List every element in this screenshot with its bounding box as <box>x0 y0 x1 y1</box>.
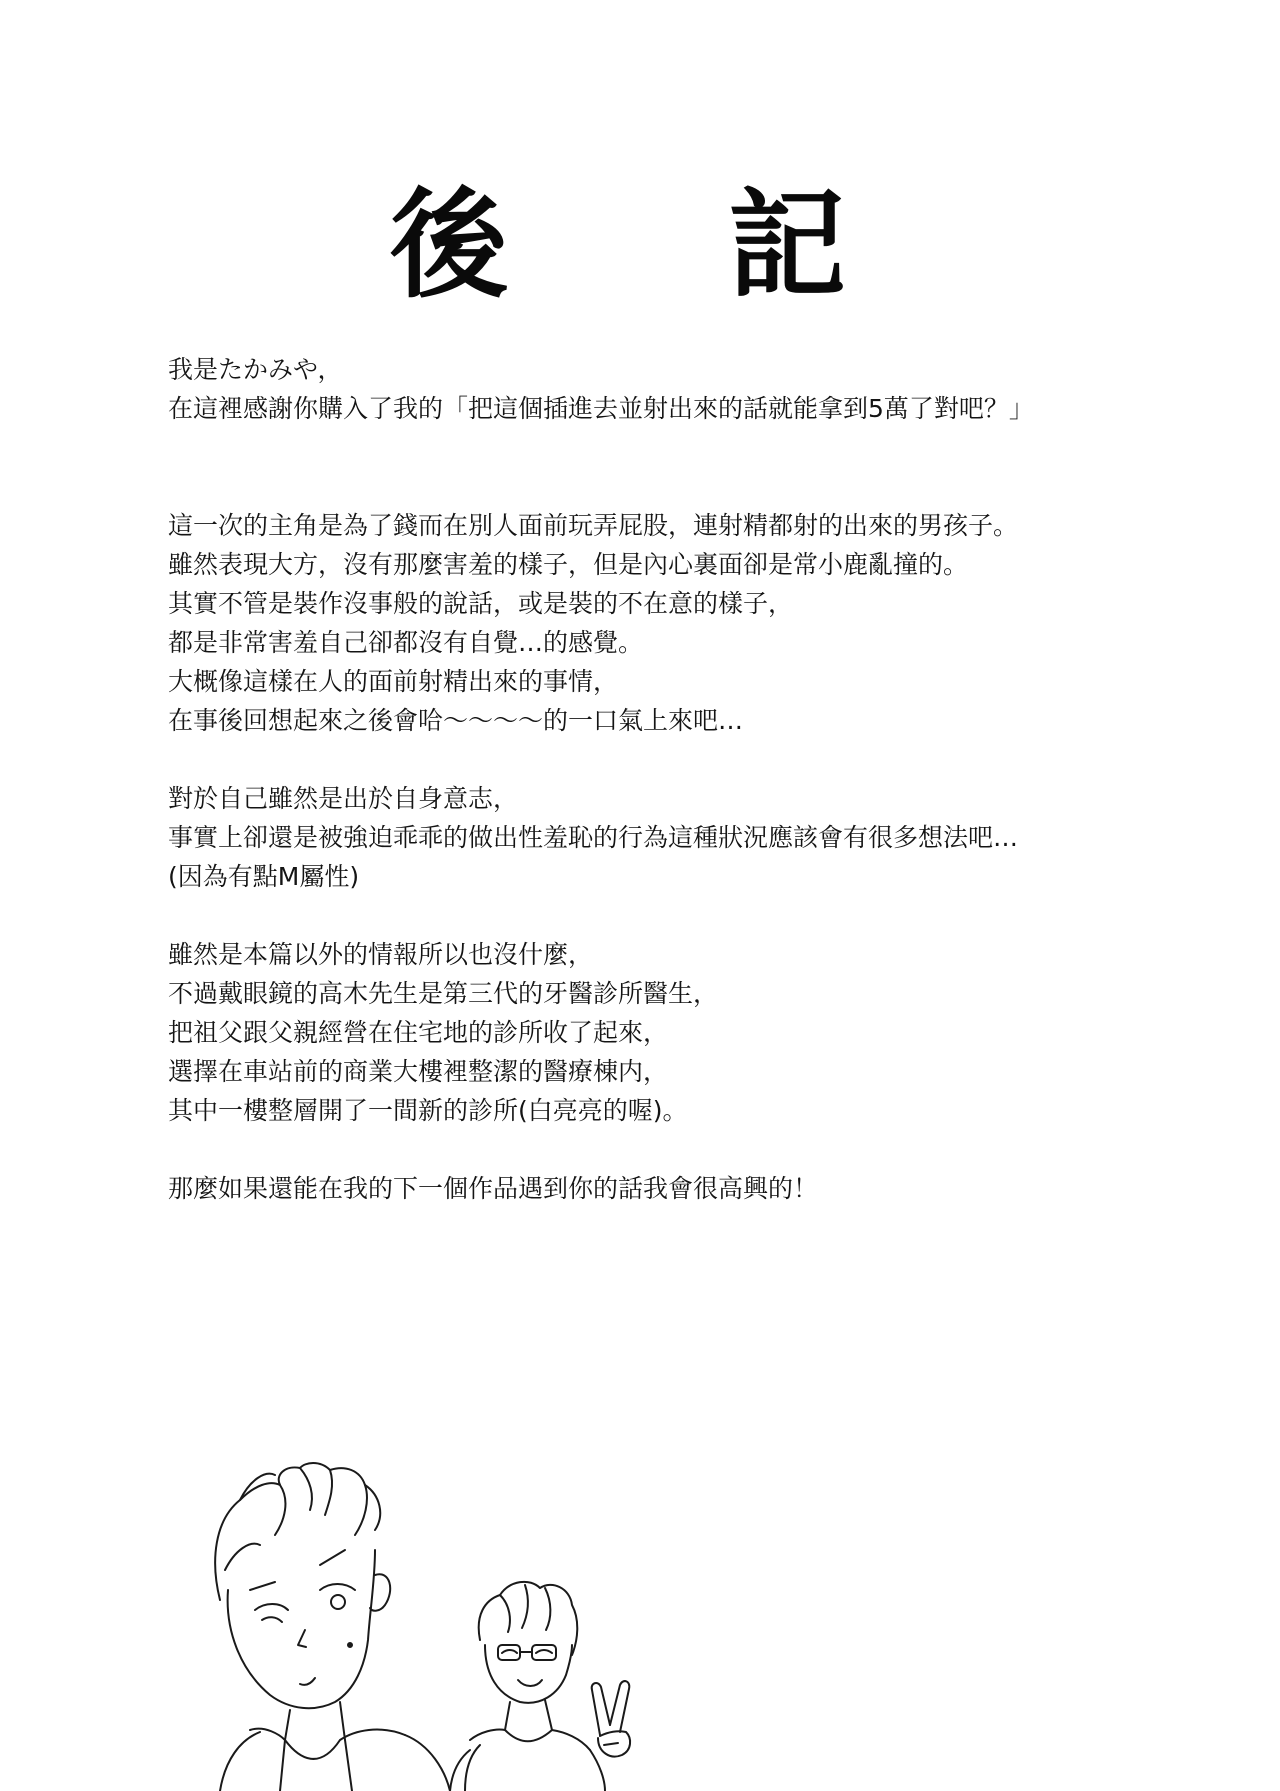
text-line: 選擇在車站前的商業大樓裡整潔的醫療棟内， <box>168 1057 669 1086</box>
title-char-2: 記 <box>728 176 847 314</box>
text-line: 事實上卻還是被強迫乖乖的做出性羞恥的行為這種狀況應該會有很多想法吧… <box>168 823 1019 852</box>
title-char-1: 後 <box>390 176 509 314</box>
text-line: 這一次的主角是為了錢而在別人面前玩弄屁股，連射精都射的出來的男孩子。 <box>168 511 1019 540</box>
text-line: 雖然表現大方，沒有那麼害羞的樣子，但是內心裏面卻是常小鹿亂撞的。 <box>168 550 969 579</box>
paragraph-greeting <box>168 350 1208 428</box>
text-line: (因為有點M屬性) <box>168 862 360 891</box>
boy-sketch <box>215 1463 450 1791</box>
text-line: 其中一樓整層開了一間新的診所(白亮亮的喔)。 <box>168 1096 688 1125</box>
page-title <box>0 170 1280 320</box>
paragraph-protagonist <box>168 506 1208 740</box>
afterword-body <box>168 350 1208 1247</box>
text-line: 大概像這樣在人的面前射精出來的事情， <box>168 667 619 696</box>
text-line: 雖然是本篇以外的情報所以也沒什麼， <box>168 940 594 969</box>
text-line: 都是非常害羞自己卻都沒有自覺…的感覺。 <box>168 628 644 657</box>
text-line: 把祖父跟父親經營在住宅地的診所收了起來， <box>168 1018 669 1047</box>
text-line: 我是たかみや， <box>168 355 343 384</box>
paragraph-closing <box>168 1169 1208 1208</box>
text-line: 在這裡感謝你購入了我的「把這個插進去並射出來的話就能拿到5萬了對吧？」 <box>168 394 1034 423</box>
glasses-man-sketch <box>450 1582 630 1791</box>
character-sketch <box>180 1440 740 1791</box>
paragraph-takagi <box>168 935 1208 1130</box>
text-line: 在事後回想起來之後會哈～～～～的一口氣上來吧… <box>168 706 744 735</box>
text-line: 其實不管是裝作沒事般的說話，或是裝的不在意的樣子， <box>168 589 794 618</box>
text-line: 對於自己雖然是出於自身意志， <box>168 784 519 813</box>
paragraph-will <box>168 779 1208 896</box>
text-line: 不過戴眼鏡的高木先生是第三代的牙醫診所醫生， <box>168 979 719 1008</box>
text-line: 那麼如果還能在我的下一個作品遇到你的話我會很高興的！ <box>168 1174 819 1203</box>
